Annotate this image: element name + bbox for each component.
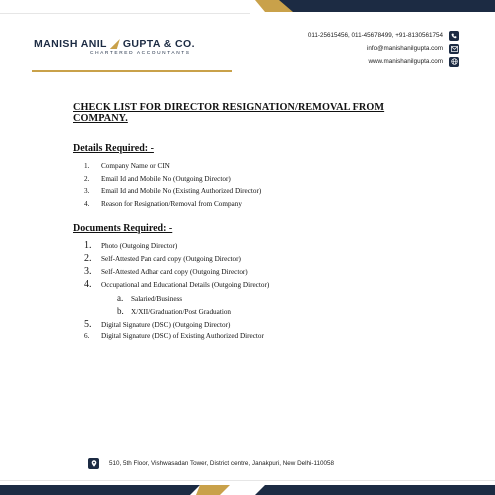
contact-website [308,56,459,67]
list-item [84,319,264,332]
list-item [84,253,269,266]
firm-name-part2: GUPTA & CO. [122,38,195,50]
list-text: Photo (Outgoing Director) [101,242,178,250]
list-number: 4. [84,199,90,208]
list-text: Email Id and Mobile No (Existing Authorized Director) [101,187,262,195]
website-text: www.manishanilgupta.com [368,58,443,65]
sub-list-item [117,306,231,319]
logo-mark-icon [110,39,120,49]
list-text: Digital Signature (DSC) of Existing Authorized Director [101,332,264,340]
contact-phone [308,30,459,41]
list-number: 5. [84,319,92,330]
list-number: 3. [84,187,90,195]
sub-list-item [117,293,231,306]
address-text: 510, 5th Floor, Vishwasadan Tower, District centre, Janakpuri, New Delhi-110058 [109,460,335,467]
occupational-sub-list [117,293,231,319]
list-number: 4. [84,279,92,290]
top-divider [0,13,250,14]
details-heading: Details Required: - [73,143,154,154]
sub-list-text: X/XII/Graduation/Post Graduation [131,308,232,316]
list-text: Self-Attested Pan card copy (Outgoing Director) [101,255,241,263]
document-title: CHECK LIST FOR DIRECTOR RESIGNATION/REMOVAL FROM COMPANY. [73,102,385,124]
documents-heading: Documents Required: - [73,223,173,234]
phone-text: 011-25615456, 011-45678499, +91-8130561754 [307,32,443,39]
list-item [84,200,261,213]
sub-list-letter: a. [117,293,124,303]
list-text: Email Id and Mobile No (Outgoing Director) [101,174,231,183]
list-item [84,279,269,292]
list-item [84,266,269,279]
contact-block [308,30,459,69]
list-text: Digital Signature (DSC) (Outgoing Director) [101,321,231,329]
list-number: 2. [84,253,92,264]
phone-icon [449,31,459,41]
logo-underline [32,70,232,72]
documents-list-continued [84,319,264,345]
documents-list [84,240,269,292]
details-list [84,162,261,212]
bottom-navy-stripe-right [255,485,495,495]
list-text: Self-Attested Adhar card copy (Outgoing Director) [101,268,248,276]
email-text: info@manishanilgupta.com [366,45,443,52]
firm-logo [34,38,214,56]
firm-subtitle: CHARTERED ACCOUNTANTS [90,51,191,56]
list-item [84,162,261,175]
list-number: 6. [84,332,90,340]
list-number: 3. [84,266,92,277]
globe-icon [449,57,459,67]
list-number: 1. [84,162,90,170]
list-number: 1. [84,240,92,251]
bottom-navy-stripe-left [0,485,200,495]
sub-list-text: Salaried/Business [131,295,183,303]
sub-list-letter: b. [117,306,124,316]
bottom-decorative-band [0,485,495,495]
list-item [84,240,269,253]
list-number: 2. [84,174,90,183]
list-text: Reason for Resignation/Removal from Company [101,199,242,208]
list-text: Company Name or CIN [101,162,170,170]
mail-icon [449,44,459,54]
bottom-divider [0,480,495,481]
bottom-gold-stripe [196,485,230,495]
list-text: Occupational and Educational Details (Outgoing Director) [101,281,270,289]
location-pin-icon [88,458,99,469]
top-decorative-band [255,0,495,12]
list-item [84,175,261,188]
firm-name [34,38,214,50]
firm-name-part1: MANISH ANIL [34,38,107,50]
list-item [84,332,264,345]
footer-address [88,458,334,469]
top-navy-stripe [279,0,495,12]
list-item [84,187,261,200]
contact-email [308,43,459,54]
